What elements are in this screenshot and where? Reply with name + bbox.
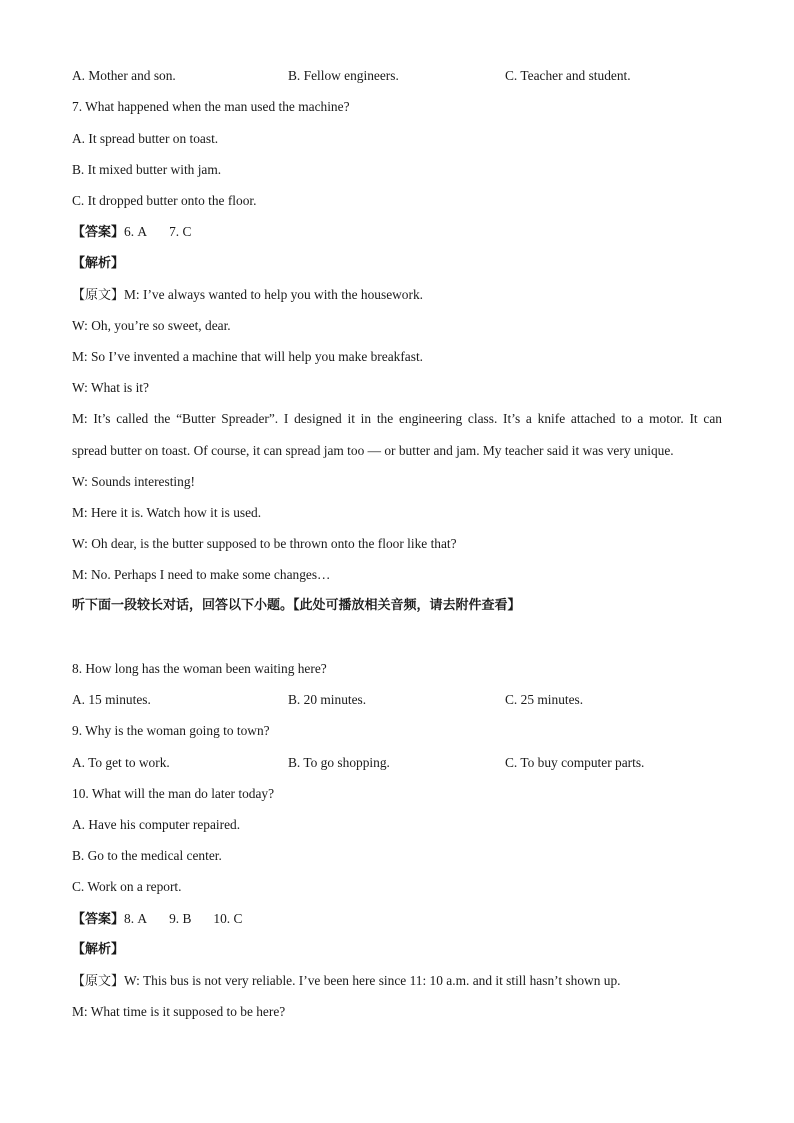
transcript-label: 【原文】 (72, 974, 125, 989)
q9-option-a: A. To get to work. (72, 755, 170, 770)
transcript-line: W: Sounds interesting! (72, 474, 195, 489)
analysis-label: 【解析】 (72, 256, 125, 271)
transcript-line: M: No. Perhaps I need to make some changes… (72, 567, 331, 582)
transcript-line: W: Oh dear, is the butter supposed to be thrown onto the floor like that? (72, 536, 457, 551)
q9-option-b: B. To go shopping. (288, 755, 390, 770)
q10-option-b: B. Go to the medical center. (72, 848, 222, 863)
listening-instruction: 听下面一段较长对话，回答以下小题。【此处可播放相关音频，请去附件查看】 (72, 598, 521, 613)
q6-option-c: C. Teacher and student. (505, 68, 631, 83)
answer-10: 10. C (213, 911, 243, 926)
q10-option-c: C. Work on a report. (72, 879, 182, 894)
transcript-line: spread butter on toast. Of course, it can spread jam too — or butter and jam. My teacher said it was very unique. (72, 443, 674, 458)
q7-question: 7. What happened when the man used the machine? (72, 99, 350, 114)
q9-option-c: C. To buy computer parts. (505, 755, 645, 770)
transcript-text: W: This bus is not very reliable. I’ve been here since 11: 10 a.m. and it still hasn’t shown up. (124, 973, 621, 988)
q6-option-b: B. Fellow engineers. (288, 68, 399, 83)
transcript-line: W: Oh, you’re so sweet, dear. (72, 318, 231, 333)
transcript-line: M: Here it is. Watch how it is used. (72, 505, 262, 520)
q6-option-a: A. Mother and son. (72, 68, 176, 83)
transcript-line: W: What is it? (72, 380, 149, 395)
transcript-line (72, 287, 423, 304)
q10-option-a: A. Have his computer repaired. (72, 817, 241, 832)
answer-7: 7. C (169, 224, 192, 239)
transcript-line: M: So I’ve invented a machine that will help you make breakfast. (72, 349, 424, 364)
answer-line-1 (72, 224, 191, 241)
answer-line-2 (72, 911, 242, 928)
transcript-line: M: What time is it supposed to be here? (72, 1004, 286, 1019)
q8-option-c: C. 25 minutes. (505, 692, 584, 707)
transcript-text: M: I’ve always wanted to help you with the housework. (124, 287, 424, 302)
q10-question: 10. What will the man do later today? (72, 786, 275, 801)
transcript-line (72, 973, 620, 990)
q7-option-a: A. It spread butter on toast. (72, 131, 219, 146)
answer-8: 8. A (124, 911, 148, 926)
answer-label: 【答案】 (72, 225, 125, 240)
q9-question: 9. Why is the woman going to town? (72, 723, 270, 738)
q8-option-a: A. 15 minutes. (72, 692, 151, 707)
transcript-line: M: It’s called the “Butter Spreader”. I designed it in the engineering class. It’s a knife attached to a motor. It can (72, 411, 722, 426)
q8-question: 8. How long has the woman been waiting here? (72, 661, 327, 676)
answer-6: 6. A (124, 224, 148, 239)
transcript-label: 【原文】 (72, 288, 125, 303)
answer-label: 【答案】 (72, 912, 125, 927)
q7-option-c: C. It dropped butter onto the floor. (72, 193, 257, 208)
analysis-label: 【解析】 (72, 942, 125, 957)
answer-9: 9. B (169, 911, 192, 926)
q8-option-b: B. 20 minutes. (288, 692, 367, 707)
q7-option-b: B. It mixed butter with jam. (72, 162, 222, 177)
